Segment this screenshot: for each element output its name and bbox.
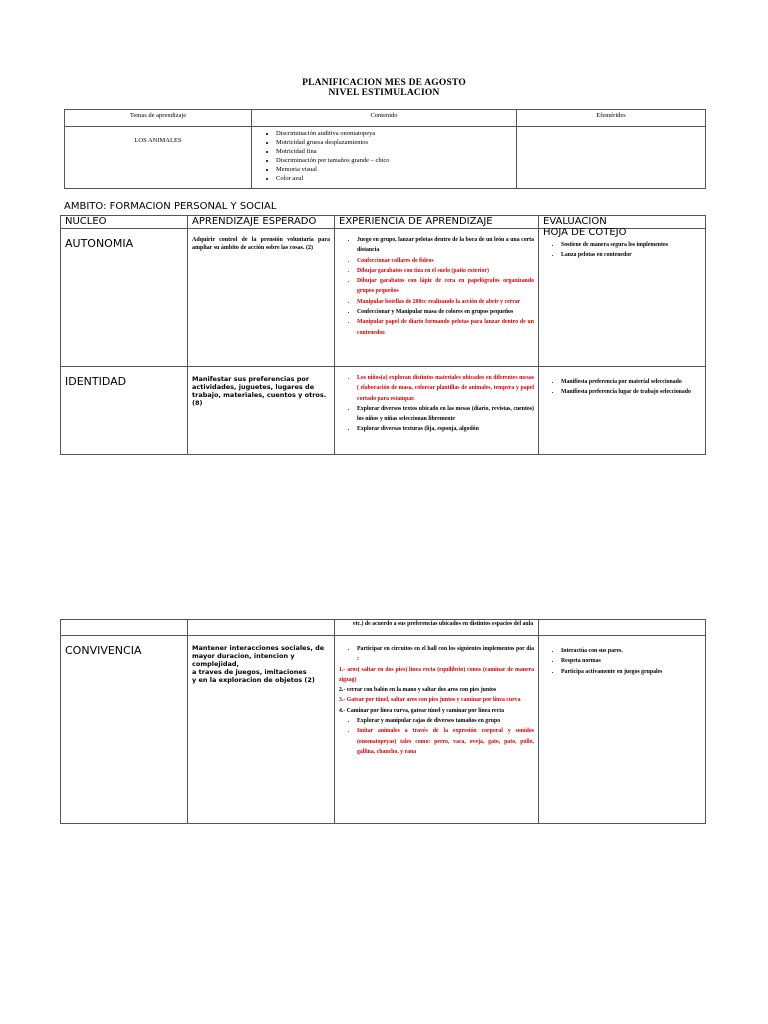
text-line: complejidad, [192, 660, 239, 668]
nucleo-identidad: IDENTIDAD [65, 375, 127, 388]
experiencias-identidad [339, 373, 534, 435]
ambito-heading: AMBITO: FORMACION PERSONAL Y SOCIAL [64, 201, 277, 212]
list-item: • Motricidad gruesa desplazamientos [276, 138, 512, 147]
list-item: • Manifiesta preferencia por material seleccionado [561, 377, 701, 387]
list-item: • Imitar animales a través de la expresión corporal y sonidos (onomatopeyas) tales como: perro, vaca, oveja, gato, pato, pollo, gallina, chancho, y rana [357, 726, 534, 757]
list-item: • Lanza pelotas en contenedor [561, 250, 701, 260]
step-line: 4.- Caminar por línea curva, gatear túnel y caminar por línea recta [339, 707, 505, 714]
text-line: mayor duracion, intencion y [192, 652, 295, 660]
col-efemerides: Efemérides [517, 110, 706, 127]
step-line: 2.- cerrar con balón en la mano y saltar dos aros con pies juntos [339, 687, 497, 694]
hoja-de-cotejo: HOJA DE COTEJO [543, 227, 627, 238]
page-title: PLANIFICACION MES DE AGOSTO [302, 78, 466, 88]
topics-table [64, 109, 706, 189]
list-item: • Respeta normas [561, 656, 701, 666]
header-aprendizaje: APRENDIZAJE ESPERADO [188, 216, 335, 229]
header-experiencia: EXPERIENCIA DE APRENDIZAJE [335, 216, 539, 229]
text-line: Mantener interacciones sociales, de [192, 644, 325, 652]
experiencias-convivencia-steps [339, 665, 534, 716]
list-item: • Participa activamente en juegos grupales [561, 667, 701, 677]
contents-cell [252, 127, 517, 189]
text-line: y en la exploracion de objetos (2) [192, 676, 315, 684]
topic-cell: LOS ANIMALES [65, 127, 252, 189]
list-item: • Color azul [276, 174, 512, 183]
aprendizaje-convivencia [192, 644, 330, 684]
step-line: 1.- aros( saltar en dos pies) línea recta (equilibrio) conos (caminar de manera zigzag) [339, 666, 534, 683]
page-subtitle: NIVEL ESTIMULACION [328, 88, 440, 98]
aprendizaje-identidad: Manifestar sus preferencias por actividades, juguetes, lugares de trabajo, materiales, cuentos y otros.(8) [192, 375, 327, 407]
col-temas: Temas de aprendizaje [65, 110, 252, 127]
list-item: • Confeccionar y Manipular masa de colores en grupos pequeños [357, 307, 534, 317]
list-item: • Manipular botellas de 200cc realizando la acción de abrir y cerrar [357, 297, 534, 307]
list-item: • Dibujar garabatos con lápiz de cera en papelógrafos organizando grupos pequeños [357, 276, 534, 297]
header-nucleo: NUCLEO [61, 216, 188, 229]
experiencias-autonomia [339, 235, 534, 338]
step-line: 3.- Gatear por túnel, saltar aros con pies juntos y caminar por línea curva [339, 697, 521, 704]
experiencias-convivencia-intro [339, 644, 534, 665]
list-item: • Juego en grupo, lanzar pelotas dentro de la boca de un león a una corta distancia [357, 235, 534, 256]
list-item: • Discriminación por tamaños grande – chico [276, 156, 512, 165]
text-line: a traves de juegos, imitaciones [192, 668, 307, 676]
nucleo-autonomia: AUTONOMIA [65, 237, 134, 250]
list-item: • Explorar diversas texturas (lija, esponja, algodón [357, 424, 534, 434]
aprendizaje-autonomia: Adquirir control de la prensión voluntaria para ampliar su ámbito de acción sobre las cosas. (2) [192, 237, 330, 251]
planning-table [60, 215, 706, 455]
list-item: • Manipular papel de diario formando pelotas para lanzar dentro de un contenedor. [357, 317, 534, 338]
efemerides-cell [517, 127, 706, 189]
list-item: • Memoria visual [276, 165, 512, 174]
list-item: • Confeccionar collares de fideos [357, 256, 534, 266]
list-item: • Los niños(a) exploran distintos materiales ubicados en diferentes mesas ( elaboración de masa, colorear plantillas de animales, tempera y papel cortado para estampar. [357, 373, 534, 404]
list-item: • Discriminación auditiva onomatopeya [276, 129, 512, 138]
continuation-text: etc.) de acuerdo a sus preferencias ubicados en distintos espacios del aula [353, 621, 534, 627]
nucleo-convivencia: CONVIVENCIA [65, 644, 142, 657]
list-item: • Sostiene de manera segura los implementos [561, 240, 701, 250]
list-item: • Interactúa con sus pares. [561, 646, 701, 656]
contents-list [256, 129, 512, 183]
list-item: • Motricidad fina [276, 147, 512, 156]
experiencias-convivencia-more [339, 716, 534, 757]
col-contenido: Contenido [252, 110, 517, 127]
evaluacion-autonomia [543, 240, 701, 261]
evaluacion-convivencia [543, 646, 701, 677]
list-item: • Manifiesta preferencia lugar de trabajo seleccionado [561, 387, 701, 397]
list-item: • Explorar diversos textos ubicado en las mesas (diario, revistas, cuentos) los niños y niñas seleccionan libremente [357, 404, 534, 425]
list-item: • Explorar y manipular cajas de diversos tamaños en grupo [357, 716, 534, 726]
header-evaluacion: EVALUACION [539, 216, 706, 229]
list-item: • Dibujar garabatos con tiza en el suelo (patio exterior) [357, 266, 534, 276]
evaluacion-identidad [543, 377, 701, 398]
planning-table-continued [60, 619, 706, 824]
list-item: • Participar en circuitos en el hall con los siguientes implementos por día : [357, 644, 534, 665]
